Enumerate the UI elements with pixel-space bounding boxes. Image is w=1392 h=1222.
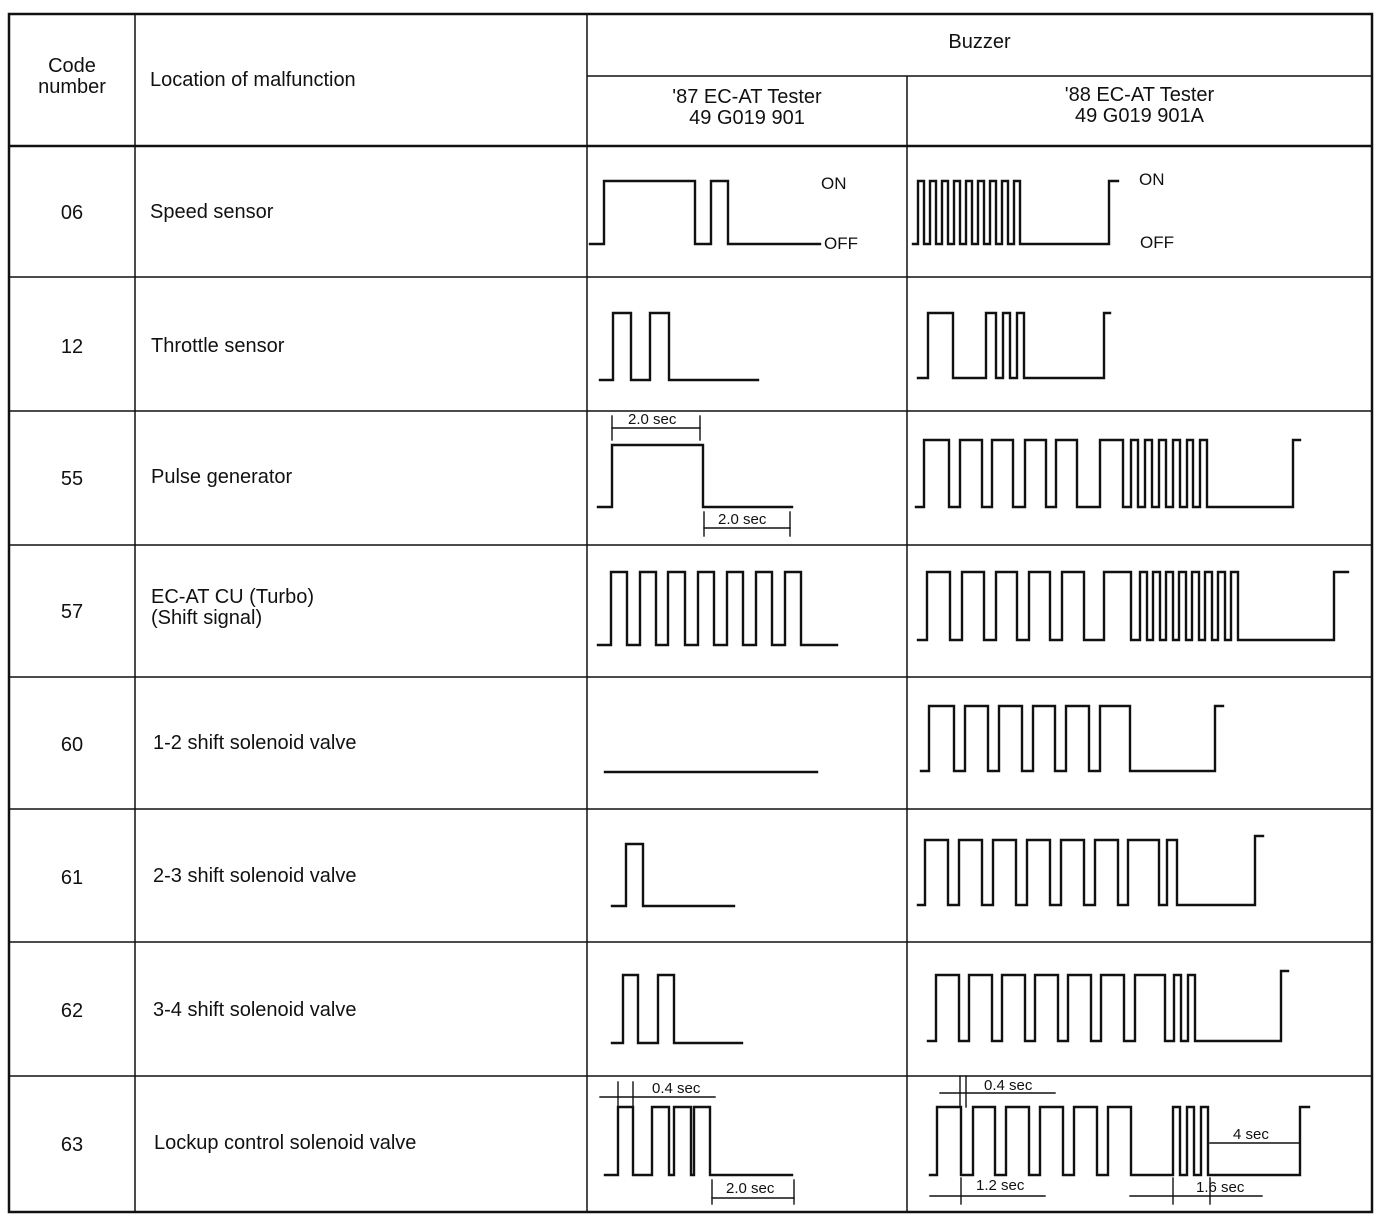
off-label: OFF <box>824 234 858 253</box>
row-code: 12 <box>60 336 84 358</box>
header-buzzer: Buzzer <box>948 31 1011 53</box>
dimension-label: 2.0 sec <box>726 1180 775 1197</box>
row-location: Lockup control solenoid valve <box>154 1132 417 1154</box>
row-code: 06 <box>60 202 84 224</box>
row-location: 1-2 shift solenoid valve <box>153 732 357 754</box>
dimension-label: 0.4 sec <box>652 1080 701 1097</box>
on-label: ON <box>1139 170 1165 189</box>
row-code: 61 <box>60 867 84 889</box>
dimension-label: 4 sec <box>1233 1126 1269 1143</box>
row-code: 57 <box>60 601 84 623</box>
dimension-label: 1.2 sec <box>976 1177 1025 1194</box>
row-location: 2-3 shift solenoid valve <box>153 865 357 887</box>
row-location: Throttle sensor <box>151 335 285 357</box>
off-label: OFF <box>1140 233 1174 252</box>
row-location: Pulse generator <box>151 466 293 488</box>
dimension-label: 1.6 sec <box>1196 1179 1245 1196</box>
dimension-label: 2.0 sec <box>628 411 677 428</box>
row-location: EC-AT CU (Turbo) (Shift signal) <box>151 586 314 629</box>
header-code-number: Code number <box>38 55 106 98</box>
row-location: 3-4 shift solenoid valve <box>153 999 357 1021</box>
header-tester-88: '88 EC-AT Tester 49 G019 901A <box>1064 84 1215 127</box>
header-tester-87: '87 EC-AT Tester 49 G019 901 <box>672 86 822 129</box>
row-code: 55 <box>60 468 84 490</box>
on-label: ON <box>821 174 847 193</box>
dimension-label: 2.0 sec <box>718 511 767 528</box>
row-code: 63 <box>60 1134 84 1156</box>
row-code: 62 <box>60 1000 84 1022</box>
header-location: Location of malfunction <box>150 69 356 91</box>
row-code: 60 <box>60 734 84 756</box>
dimension-label: 0.4 sec <box>984 1077 1033 1094</box>
row-location: Speed sensor <box>150 201 274 223</box>
